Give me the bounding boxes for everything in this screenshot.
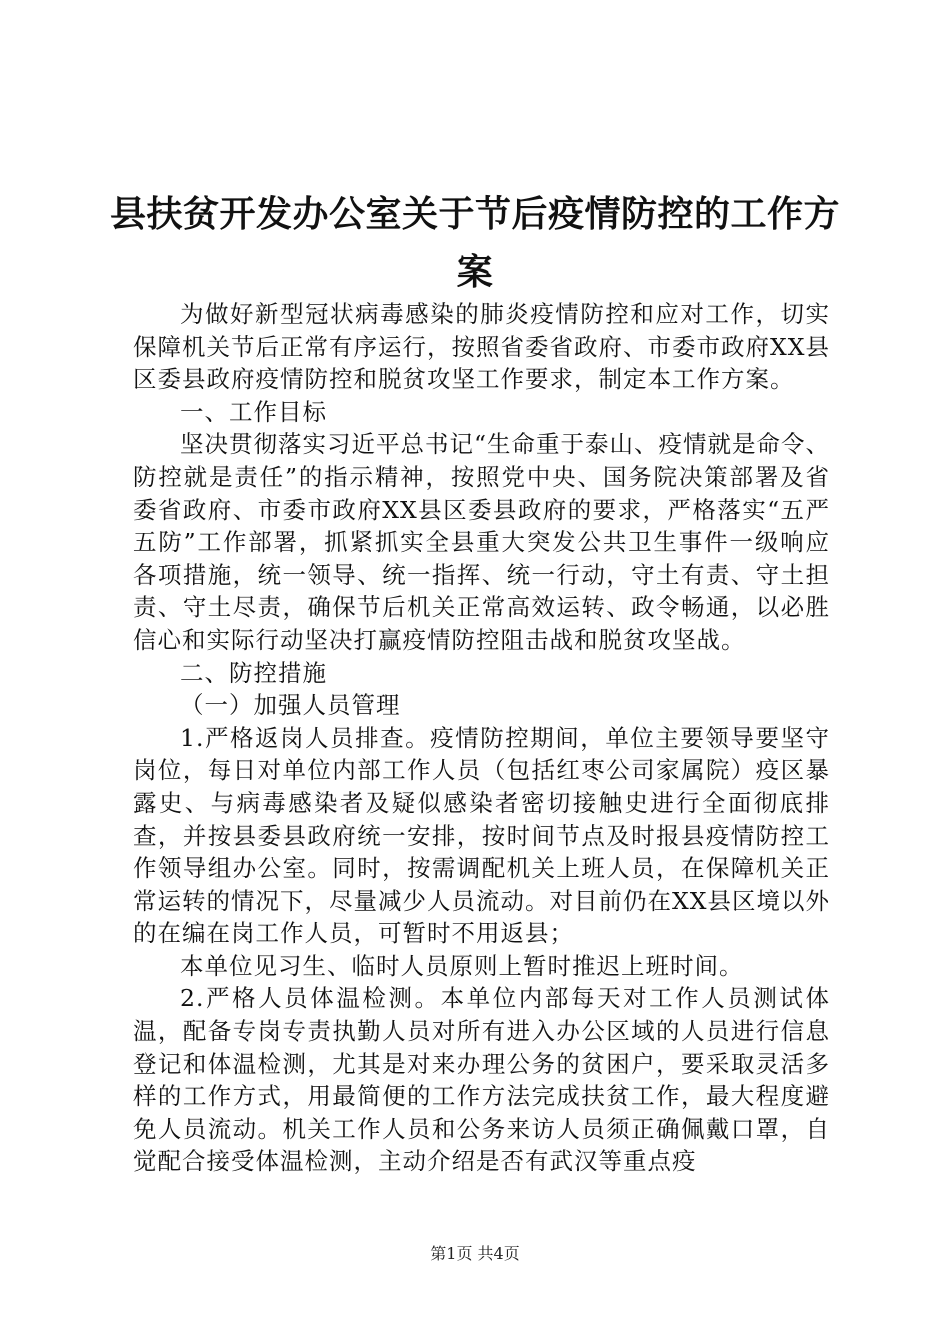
interns-paragraph: 本单位见习生、临时人员原则上暂时推迟上班时间。	[180, 951, 744, 980]
page-number-footer: 第1页 共4页	[430, 1244, 520, 1263]
document-title: 县扶贫开发办公室关于节后疫情防控的工作方案	[110, 194, 841, 293]
document-body	[133, 298, 830, 1178]
measure-2-paragraph: 2.严格人员体温检测。本单位内部每天对工作人员测试体温，配备专岗专责执勤人员对所有进入办公区域的人员进行信息登记和体温检测，尤其是对来办理公务的贫困户，要采取灵活多样的工作方式，用最简便的工作方法完成扶贫工作，最大程度避免人员流动。机关工作人员和公务来访人员须正确佩戴口罩，自觉配合接受体温检测，主动介绍是否有武汉等重点疫	[133, 984, 830, 1176]
subsection-heading-personnel: （一）加强人员管理	[180, 691, 401, 720]
measure-1-paragraph: 1.严格返岗人员排查。疫情防控期间，单位主要领导要坚守岗位，每日对单位内部工作人员（包括红枣公司家属院）疫区暴露史、与病毒感染者及疑似感染者密切接触史进行全面彻底排查，并按县委县政府统一安排，按时间节点及时报县疫情防控工作领导组办公室。同时，按需调配机关上班人员，在保障机关正常运转的情况下，尽量减少人员流动。对目前仍在XX县区境以外的在编在岗工作人员，可暂时不用返县；	[133, 723, 830, 948]
intro-paragraph: 为做好新型冠状病毒感染的肺炎疫情防控和应对工作，切实保障机关节后正常有序运行，按照省委省政府、市委市政府XX县区委县政府疫情防控和脱贫攻坚工作要求，制定本工作方案。	[133, 300, 830, 394]
section-heading-measures: 二、防控措施	[180, 658, 327, 687]
section-heading-goals: 一、工作目标	[180, 397, 327, 426]
goals-paragraph: 坚决贯彻落实习近平总书记“生命重于泰山、疫情就是命令、防控就是责任”的指示精神，按照党中央、国务院决策部署及省委省政府、市委市政府XX县区委县政府的要求，严格落实“五严五防”工作部署，抓紧抓实全县重大突发公共卫生事件一级响应各项措施，统一领导、统一指挥、统一行动，守土有责、守土担责、守土尽责，确保节后机关正常高效运转、政令畅通，以必胜信心和实际行动坚决打赢疫情防控阻击战和脱贫攻坚战。	[133, 430, 831, 654]
